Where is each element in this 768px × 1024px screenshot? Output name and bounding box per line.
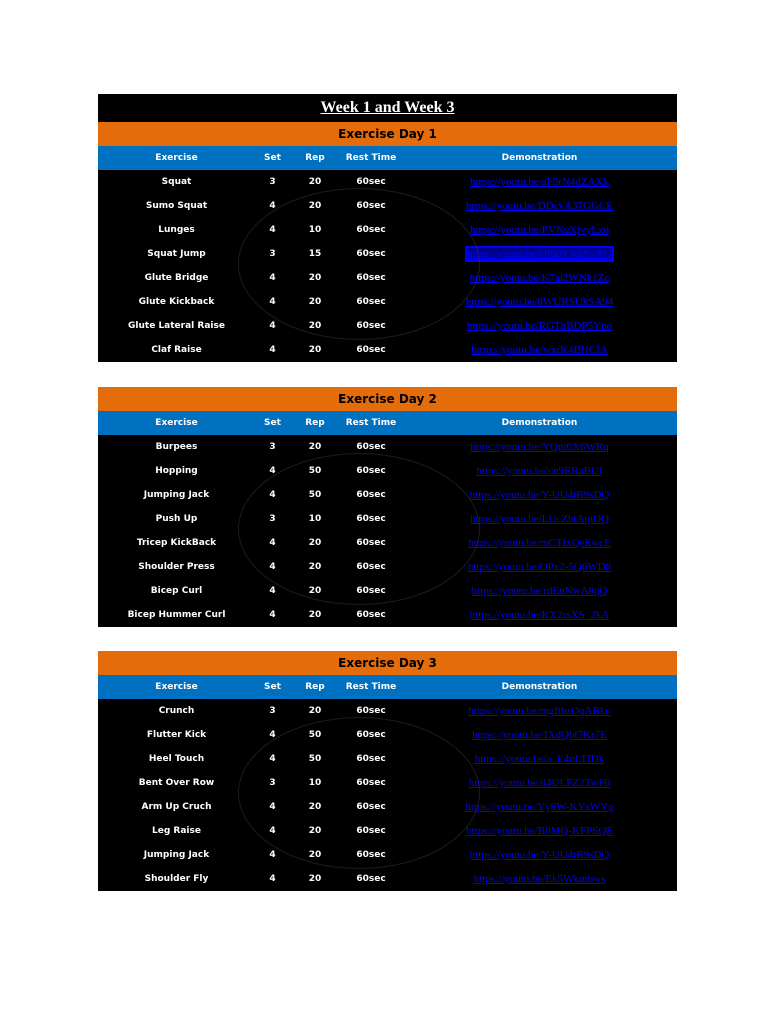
day-3-rows xyxy=(98,699,677,891)
set-count: 4 xyxy=(269,586,276,596)
page-title: Week 1 and Week 3 xyxy=(320,99,455,116)
rep-count: 20 xyxy=(308,562,322,572)
table-row xyxy=(98,170,677,194)
rep-count: 10 xyxy=(308,514,322,524)
rest-time: 60sec xyxy=(356,249,386,259)
table-row xyxy=(98,435,677,459)
set-count: 4 xyxy=(269,345,276,355)
col-rep: Rep xyxy=(305,418,325,428)
col-demonstration: Demonstration xyxy=(501,682,578,692)
rest-time: 60sec xyxy=(356,201,386,211)
exercise-name: Tricep KickBack xyxy=(136,538,217,548)
table-row xyxy=(98,723,677,747)
table-row xyxy=(98,338,677,362)
demo-link[interactable]: https://youtu.be/IXdQbt7Kr7E xyxy=(472,729,607,741)
demo-link-selected[interactable]: https://youtu.be/Ofu6YKn8wRQ xyxy=(467,248,612,260)
table-row xyxy=(98,507,677,531)
table-row xyxy=(98,483,677,507)
demo-link[interactable]: https://youtu.be/aF5rN4dZAXk xyxy=(469,176,610,188)
col-rep: Rep xyxy=(305,682,325,692)
rep-count: 20 xyxy=(308,802,322,812)
exercise-name: Bent Over Row xyxy=(138,778,215,788)
day-1-header: Exercise Day 1 xyxy=(98,122,677,146)
rep-count: 20 xyxy=(308,201,322,211)
set-count: 4 xyxy=(269,826,276,836)
rep-count: 20 xyxy=(308,345,322,355)
exercise-name: Jumping Jack xyxy=(143,850,210,860)
rep-count: 15 xyxy=(308,249,322,259)
day-2-header: Exercise Day 2 xyxy=(98,387,677,411)
rest-time: 60sec xyxy=(356,730,386,740)
day-2-rows xyxy=(98,435,677,627)
rep-count: 20 xyxy=(308,538,322,548)
set-count: 4 xyxy=(269,538,276,548)
rep-count: 20 xyxy=(308,297,322,307)
rep-count: 20 xyxy=(308,177,322,187)
exercise-name: Bicep Curl xyxy=(150,586,203,596)
demo-link[interactable]: https://youtu.be/K7ai2WNk1Zc xyxy=(469,272,610,284)
rest-time: 60sec xyxy=(356,850,386,860)
exercise-name: Jumping Jack xyxy=(143,490,210,500)
demo-link[interactable]: https://youtu.be/LUcZhtAqiOQ xyxy=(469,513,609,525)
set-count: 4 xyxy=(269,321,276,331)
rest-time: 60sec xyxy=(356,177,386,187)
rep-count: 20 xyxy=(308,442,322,452)
column-header-row xyxy=(98,146,677,170)
rep-count: 10 xyxy=(308,225,322,235)
demo-link[interactable]: https://youtu.be/YQni0X6WRq xyxy=(470,441,609,453)
day-3-header: Exercise Day 3 xyxy=(98,651,677,675)
rep-count: 20 xyxy=(308,586,322,596)
rep-count: 20 xyxy=(308,321,322,331)
rest-time: 60sec xyxy=(356,610,386,620)
demo-link[interactable]: https://youtu.be/d4ULFZ2TwF0 xyxy=(468,777,611,789)
table-row xyxy=(98,819,677,843)
rest-time: 60sec xyxy=(356,297,386,307)
exercise-name: Glute Bridge xyxy=(144,273,209,283)
rest-time: 60sec xyxy=(356,225,386,235)
rest-time: 60sec xyxy=(356,778,386,788)
day-1-rows xyxy=(98,170,677,362)
table-row xyxy=(98,867,677,891)
rep-count: 50 xyxy=(308,490,322,500)
set-count: 4 xyxy=(269,273,276,283)
demo-link[interactable]: https://youtu.be/mgflbzOqABko xyxy=(468,705,611,717)
rest-time: 60sec xyxy=(356,826,386,836)
demo-link[interactable]: https://youtu.be/Ek5Wkmbws xyxy=(473,873,606,885)
col-rep: Rep xyxy=(305,153,325,163)
demo-link[interactable]: https://youtu.be/KX2rsXS_2kA xyxy=(469,609,610,621)
set-count: 4 xyxy=(269,297,276,307)
table-row xyxy=(98,194,677,218)
demo-link[interactable]: https://youtu.be/a_E4nLTIDk xyxy=(474,753,605,765)
rep-count: 20 xyxy=(308,706,322,716)
col-rest-time: Rest Time xyxy=(345,153,397,163)
rep-count: 50 xyxy=(308,730,322,740)
table-row xyxy=(98,531,677,555)
set-count: 3 xyxy=(269,249,276,259)
exercise-name: Hopping xyxy=(155,466,198,476)
demo-link[interactable]: https://youtu.be/B0MQ-KFPSQE xyxy=(466,825,613,837)
demo-link[interactable]: https://youtu.be/wxrK4BHCIA xyxy=(471,344,608,356)
exercise-name: Squat Jump xyxy=(147,249,206,259)
rest-time: 60sec xyxy=(356,802,386,812)
demo-link[interactable]: https://youtu.be/PVNuXjvyLxo xyxy=(469,224,610,236)
rep-count: 10 xyxy=(308,778,322,788)
column-header-row xyxy=(98,411,677,435)
rep-count: 50 xyxy=(308,466,322,476)
set-count: 4 xyxy=(269,874,276,884)
col-demonstration: Demonstration xyxy=(501,153,578,163)
exercise-name: Shoulder Press xyxy=(138,562,215,572)
set-count: 4 xyxy=(269,225,276,235)
col-rest-time: Rest Time xyxy=(345,682,397,692)
rest-time: 60sec xyxy=(356,562,386,572)
col-demonstration: Demonstration xyxy=(501,418,578,428)
rest-time: 60sec xyxy=(356,514,386,524)
table-row xyxy=(98,242,677,266)
table-row xyxy=(98,795,677,819)
exercise-name: Heel Touch xyxy=(148,754,205,764)
rep-count: 20 xyxy=(308,273,322,283)
col-set: Set xyxy=(264,418,281,428)
rest-time: 60sec xyxy=(356,706,386,716)
rep-count: 50 xyxy=(308,754,322,764)
table-row xyxy=(98,771,677,795)
demo-link[interactable]: https://youtu.be/Yy8W-KYsWYg xyxy=(465,801,614,813)
rest-time: 60sec xyxy=(356,874,386,884)
exercise-name: Claf Raise xyxy=(151,345,202,355)
exercise-name: Bicep Hummer Curl xyxy=(127,610,226,620)
set-count: 4 xyxy=(269,610,276,620)
col-exercise: Exercise xyxy=(155,153,198,163)
table-row xyxy=(98,459,677,483)
set-count: 4 xyxy=(269,850,276,860)
set-count: 3 xyxy=(269,177,276,187)
exercise-name: Squat xyxy=(161,177,192,187)
rep-count: 20 xyxy=(308,850,322,860)
exercise-name: Glute Kickback xyxy=(138,297,215,307)
exercise-name: Shoulder Fly xyxy=(144,874,209,884)
exercise-name: Arm Up Cruch xyxy=(141,802,212,812)
rep-count: 20 xyxy=(308,610,322,620)
rest-time: 60sec xyxy=(356,586,386,596)
set-count: 4 xyxy=(269,466,276,476)
table-row xyxy=(98,747,677,771)
exercise-name: Burpees xyxy=(155,442,198,452)
col-exercise: Exercise xyxy=(155,682,198,692)
set-count: 3 xyxy=(269,514,276,524)
rest-time: 60sec xyxy=(356,466,386,476)
set-count: 4 xyxy=(269,201,276,211)
demo-link[interactable]: https://youtu.be/8WURSUkSA94 xyxy=(465,296,614,308)
rest-time: 60sec xyxy=(356,345,386,355)
demo-link[interactable]: https://youtu.be/cn9RRaBUI xyxy=(476,465,603,477)
set-count: 4 xyxy=(269,802,276,812)
table-row xyxy=(98,603,677,627)
set-count: 3 xyxy=(269,778,276,788)
day-3-block xyxy=(98,651,677,891)
rest-time: 60sec xyxy=(356,538,386,548)
set-count: 3 xyxy=(269,442,276,452)
exercise-name: Flutter Kick xyxy=(146,730,207,740)
table-row xyxy=(98,290,677,314)
rep-count: 20 xyxy=(308,874,322,884)
table-row xyxy=(98,266,677,290)
table-row xyxy=(98,555,677,579)
demo-link[interactable]: https://youtu.be/Y-UU4tR9sDQ xyxy=(469,489,610,501)
col-set: Set xyxy=(264,153,281,163)
demo-link[interactable]: https://youtu.be/OPx2-5Q6WD8 xyxy=(467,561,612,573)
col-rest-time: Rest Time xyxy=(345,418,397,428)
col-set: Set xyxy=(264,682,281,692)
rest-time: 60sec xyxy=(356,321,386,331)
rest-time: 60sec xyxy=(356,754,386,764)
rep-count: 20 xyxy=(308,826,322,836)
table-row xyxy=(98,699,677,723)
exercise-name: Push Up xyxy=(155,514,198,524)
table-row xyxy=(98,314,677,338)
rest-time: 60sec xyxy=(356,273,386,283)
table-row xyxy=(98,218,677,242)
exercise-name: Glute Lateral Raise xyxy=(128,321,225,331)
rest-time: 60sec xyxy=(356,442,386,452)
table-row xyxy=(98,843,677,867)
exercise-name: Lunges xyxy=(158,225,195,235)
exercise-name: Leg Raise xyxy=(152,826,201,836)
set-count: 4 xyxy=(269,490,276,500)
demo-link[interactable]: https://youtu.be/RGTnBDP5Yno xyxy=(466,320,613,332)
rest-time: 60sec xyxy=(356,490,386,500)
set-count: 4 xyxy=(269,730,276,740)
demo-link[interactable]: https://youtu.be/mCTfxQeEwcE xyxy=(468,537,611,549)
demo-link[interactable]: https://youtu.be/DDcvA37GGCE xyxy=(466,200,613,212)
table-row xyxy=(98,579,677,603)
set-count: 4 xyxy=(269,562,276,572)
column-header-row xyxy=(98,675,677,699)
day-2-block xyxy=(98,387,677,627)
day-1-block xyxy=(98,94,677,362)
set-count: 4 xyxy=(269,754,276,764)
set-count: 3 xyxy=(269,706,276,716)
demo-link[interactable]: https://youtu.be/rdEnNwA8qQ xyxy=(471,585,608,597)
exercise-name: Sumo Squat xyxy=(145,201,208,211)
demo-link[interactable]: https://youtu.be/Y-UU4tR9sDQ xyxy=(469,849,610,861)
col-exercise: Exercise xyxy=(155,418,198,428)
exercise-name: Crunch xyxy=(158,706,195,716)
